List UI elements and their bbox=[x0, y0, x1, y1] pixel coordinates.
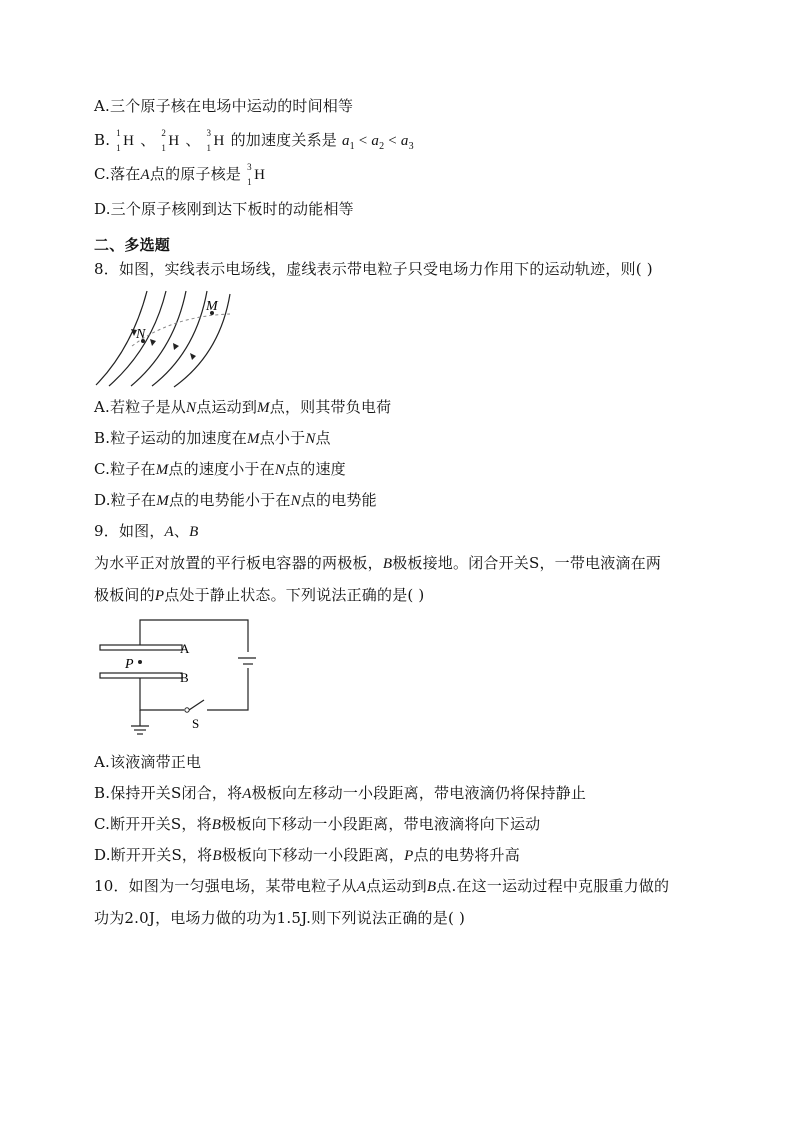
isotope-h3: 3 1 H bbox=[247, 162, 266, 187]
isotope-h3: 3 1 H bbox=[206, 128, 225, 153]
q7-option-b-prefix: B. bbox=[94, 131, 111, 149]
label-n: N bbox=[136, 327, 146, 342]
label-plate-a: A bbox=[180, 641, 190, 656]
capacitor-plate-b bbox=[100, 673, 182, 678]
q9-stem-line1: 9．如图，A、B bbox=[94, 522, 199, 540]
arrow-icon bbox=[150, 339, 156, 346]
q9-option-c: C.断开开关S，将B极板向下移动一小段距离，带电液滴将向下运动 bbox=[94, 815, 541, 833]
switch-pivot bbox=[185, 708, 189, 712]
q8-field-line-figure bbox=[92, 288, 242, 388]
label-switch-s: S bbox=[192, 716, 200, 731]
separator: 、 bbox=[185, 131, 201, 149]
section-title: 二、多选题 bbox=[94, 236, 171, 254]
arrow-icon bbox=[190, 353, 196, 360]
q7-option-b bbox=[94, 130, 414, 157]
label-m: M bbox=[206, 299, 218, 314]
capacitor-plate-a bbox=[100, 645, 182, 650]
droplet-p-dot bbox=[138, 660, 142, 664]
switch-blade bbox=[189, 700, 204, 710]
q9-capacitor-circuit-figure bbox=[96, 616, 256, 744]
q9-stem-line2: 为水平正对放置的平行板电容器的两极板，B极板接地。闭合开关S，一带电液滴在两 bbox=[94, 554, 662, 572]
field-line bbox=[174, 294, 230, 387]
q7-option-d: D.三个原子核刚到达下板时的动能相等 bbox=[94, 200, 354, 218]
q9-option-d: D.断开开关S，将B极板向下移动一小段距离，P点的电势将升高 bbox=[94, 846, 520, 864]
label-p: P bbox=[125, 657, 134, 672]
q10-stem-line2: 功为2.0J，电场力做的功为1.5J.则下列说法正确的是( ) bbox=[94, 909, 466, 927]
arrow-icon bbox=[173, 343, 179, 350]
q7-option-b-text: 的加速度关系是 bbox=[230, 131, 337, 149]
q7-option-c: C.落在A点的原子核是 3 1 H bbox=[94, 162, 266, 187]
isotope-h2: 2 1 H bbox=[161, 128, 180, 153]
separator: 、 bbox=[140, 131, 156, 149]
q9-option-a: A.该液滴带正电 bbox=[94, 753, 202, 771]
isotope-h1: 1 1 H bbox=[116, 128, 135, 153]
q9-option-b: B.保持开关S闭合，将A极板向左移动一小段距离，带电液滴仍将保持静止 bbox=[94, 784, 587, 802]
trajectory-dashed bbox=[132, 314, 230, 346]
q8-option-b: B.粒子运动的加速度在M点小于N点 bbox=[94, 429, 331, 447]
q7-option-a: A.三个原子核在电场中运动的时间相等 bbox=[94, 97, 354, 115]
q8-option-c: C.粒子在M点的速度小于在N点的速度 bbox=[94, 460, 346, 478]
field-line bbox=[152, 291, 207, 386]
label-plate-b: B bbox=[180, 670, 189, 685]
q8-option-d: D.粒子在M点的电势能小于在N点的电势能 bbox=[94, 491, 377, 509]
acceleration-relation: $a_1 < a_2 < a_3$ bbox=[341, 133, 414, 152]
wire-right bbox=[207, 668, 248, 710]
q8-option-a: A.若粒子是从N点运动到M点，则其带负电荷 bbox=[94, 398, 392, 416]
q8-stem: 8．如图，实线表示电场线，虚线表示带电粒子只受电场力作用下的运动轨迹，则( ) bbox=[94, 260, 653, 278]
q9-stem-line3: 极板间的P点处于静止状态。下列说法正确的是( ) bbox=[94, 586, 425, 604]
wire-bottom bbox=[140, 678, 184, 710]
q10-stem-line1: 10．如图为一匀强电场，某带电粒子从A点运动到B点.在这一运动过程中克服重力做的 bbox=[94, 877, 670, 895]
